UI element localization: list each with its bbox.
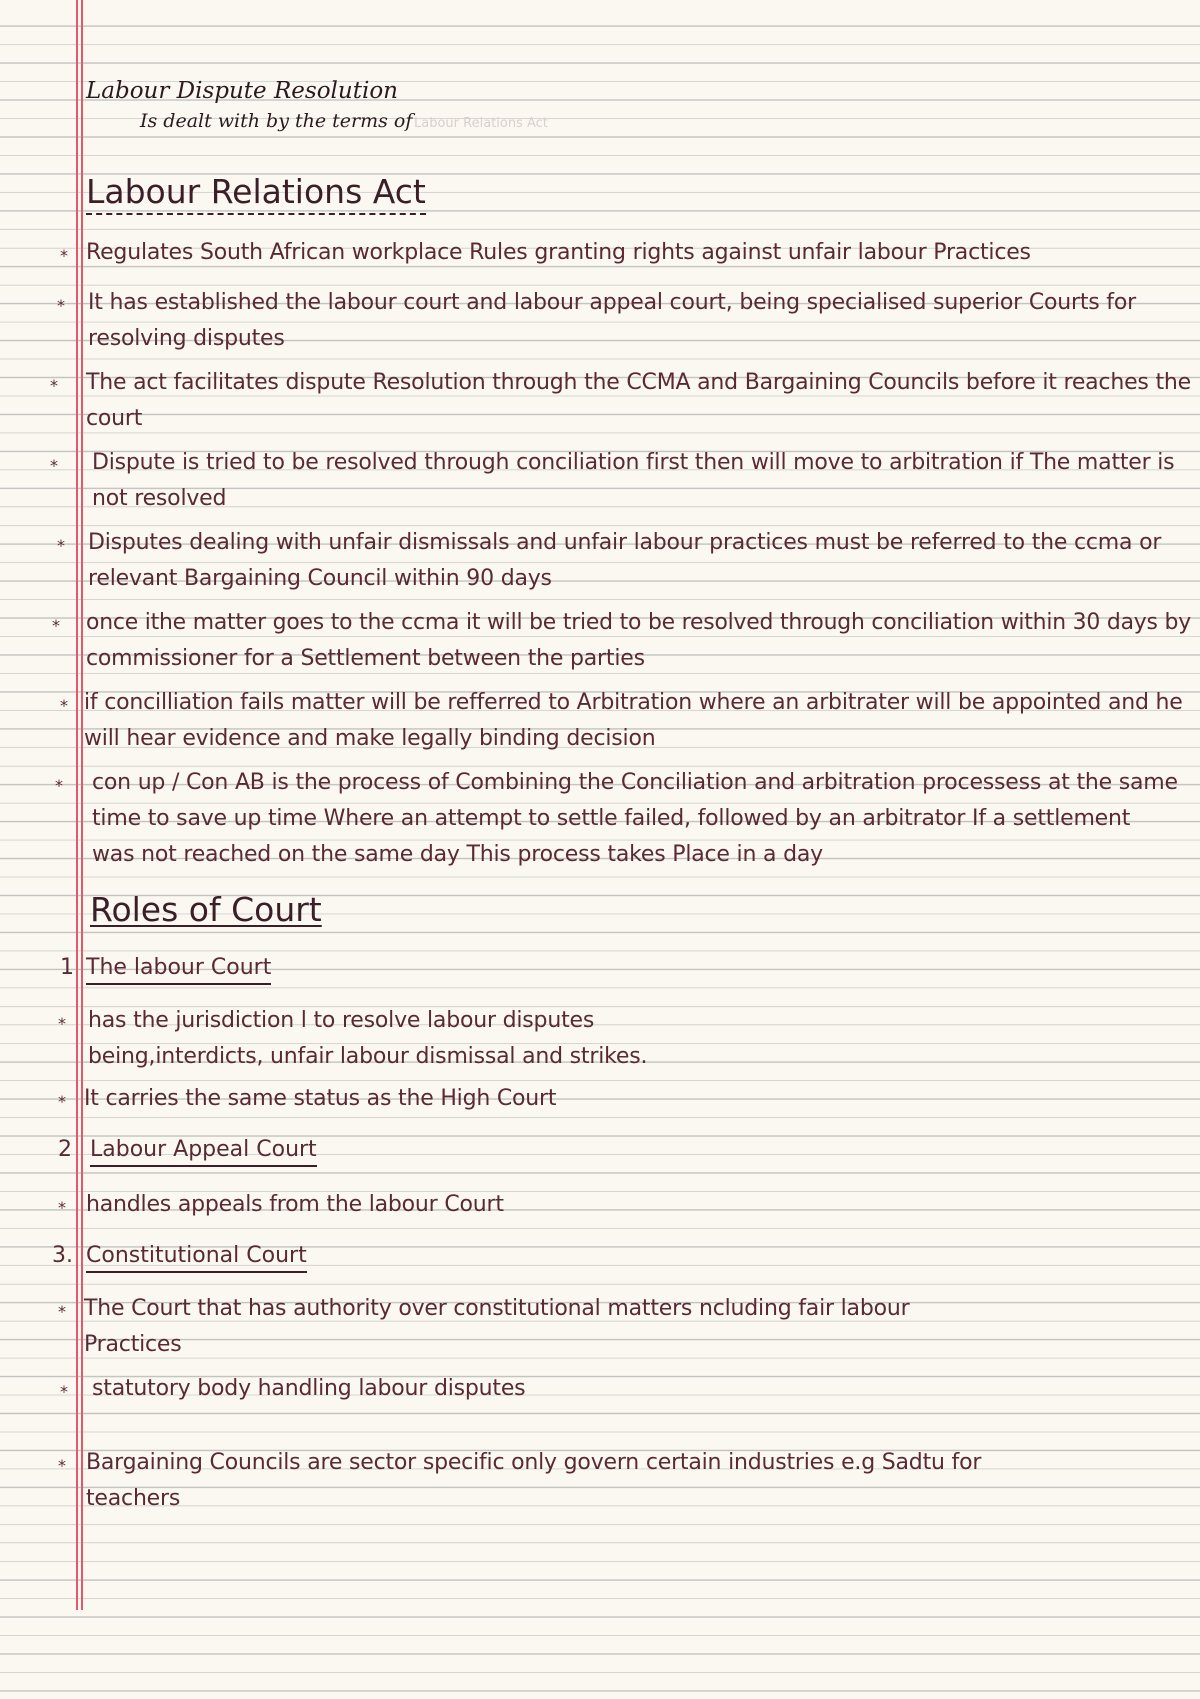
page-subtitle: Is dealt with by the terms of bbox=[140, 110, 413, 132]
margin-line-left bbox=[76, 0, 78, 1610]
court-number: 3. bbox=[52, 1243, 73, 1268]
bullet-marker: * bbox=[50, 376, 58, 395]
bullet-marker: * bbox=[58, 1302, 66, 1321]
lra-item-5-line-1: Disputes dealing with unfair dismissals and unfair labour practices must be referred to the ccma or bbox=[88, 530, 1162, 555]
lra-item-3-line-1: The act facilitates dispute Resolution through the CCMA and Bargaining Councils before it reaches the bbox=[86, 370, 1191, 395]
lra-item-2-line-1: It has established the labour court and labour appeal court, being specialised superior Courts for bbox=[88, 290, 1136, 315]
lra-item-4-line-2: not resolved bbox=[92, 486, 227, 511]
lra-item-3-line-2: court bbox=[86, 406, 143, 431]
lra-item-7-line-1: if concilliation fails matter will be refferred to Arbitration where an arbitrater will be appointed and he bbox=[84, 690, 1183, 715]
bullet-marker: * bbox=[58, 1014, 66, 1033]
court-number: 1 bbox=[60, 955, 74, 980]
bullet-marker: * bbox=[57, 536, 65, 555]
lra-item-8-line-2: time to save up time Where an attempt to settle failed, followed by an arbitrator If a settlement bbox=[92, 806, 1131, 831]
lra-item-2-line-2: resolving disputes bbox=[88, 326, 285, 351]
bullet-marker: * bbox=[58, 1456, 66, 1475]
labour-court-item-1-line-1: has the jurisdiction l to resolve labour disputes bbox=[88, 1008, 595, 1033]
court-name-appeal: Labour Appeal Court bbox=[90, 1135, 317, 1167]
lra-item-8-line-1: con up / Con AB is the process of Combining the Conciliation and arbitration processess at the same bbox=[92, 770, 1178, 795]
constitutional-item-2-line-1: statutory body handling labour disputes bbox=[92, 1376, 526, 1401]
constitutional-item-3-line-2: teachers bbox=[86, 1486, 181, 1511]
bullet-marker: * bbox=[55, 776, 63, 795]
lra-item-7-line-2: will hear evidence and make legally binding decision bbox=[84, 726, 656, 751]
bullet-marker: * bbox=[60, 246, 68, 265]
bullet-marker: * bbox=[57, 296, 65, 315]
lra-item-5-line-2: relevant Bargaining Council within 90 days bbox=[88, 566, 552, 591]
lra-item-6-line-1: once ithe matter goes to the ccma it will be tried to be resolved through conciliation within 30 days by bbox=[86, 610, 1191, 635]
court-number: 2 bbox=[58, 1137, 72, 1162]
appeal-court-item-1-line-1: handles appeals from the labour Court bbox=[86, 1192, 504, 1217]
bullet-marker: * bbox=[58, 1092, 66, 1111]
labour-court-item-2-line-1: It carries the same status as the High Court bbox=[84, 1086, 557, 1111]
bullet-marker: * bbox=[60, 1382, 68, 1401]
lra-item-6-line-2: commissioner for a Settlement between the parties bbox=[86, 646, 645, 671]
bullet-marker: * bbox=[58, 1198, 66, 1217]
constitutional-item-1-line-1: The Court that has authority over constitutional matters ncluding fair labour bbox=[84, 1296, 910, 1321]
labour-court-item-1-line-2: being,interdicts, unfair labour dismissal and strikes. bbox=[88, 1044, 648, 1069]
lra-item-8-line-3: was not reached on the same day This process takes Place in a day bbox=[92, 842, 823, 867]
faint-note: Labour Relations Act bbox=[414, 116, 548, 131]
court-name-labour: The labour Court bbox=[86, 953, 271, 985]
section-heading-lra: Labour Relations Act bbox=[86, 172, 426, 215]
constitutional-item-3-line-1: Bargaining Councils are sector specific only govern certain industries e.g Sadtu for bbox=[86, 1450, 982, 1475]
constitutional-item-1-line-2: Practices bbox=[84, 1332, 182, 1357]
bullet-marker: * bbox=[52, 616, 60, 635]
lra-item-1-line-1: Regulates South African workplace Rules granting rights against unfair labour Practices bbox=[86, 240, 1031, 265]
page-title: Labour Dispute Resolution bbox=[86, 78, 398, 104]
bullet-marker: * bbox=[50, 456, 58, 475]
margin-line-right bbox=[81, 0, 83, 1610]
lra-item-4-line-1: Dispute is tried to be resolved through conciliation first then will move to arbitration if The matter is bbox=[92, 450, 1175, 475]
court-name-constitutional: Constitutional Court bbox=[86, 1241, 307, 1273]
section-heading-roles: Roles of Court bbox=[90, 890, 322, 929]
bullet-marker: * bbox=[60, 696, 68, 715]
